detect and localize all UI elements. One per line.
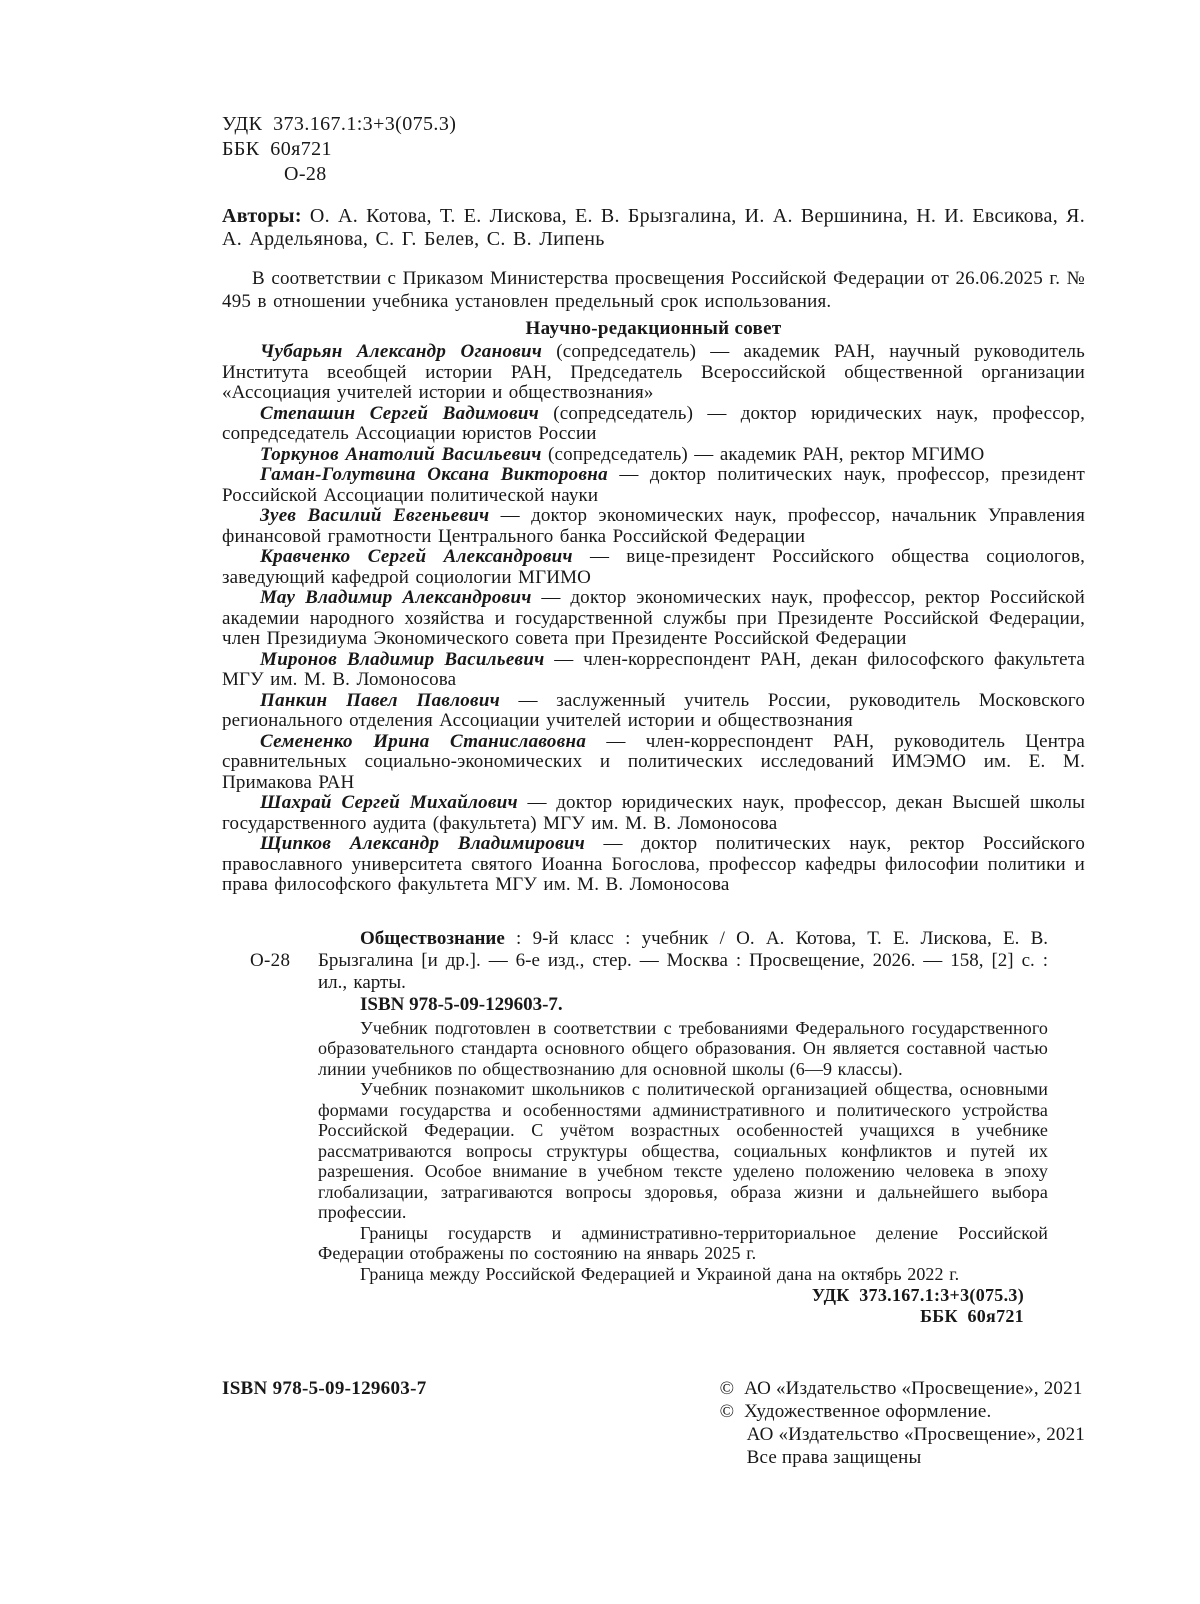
member-desc: — член-корреспондент РАН, руководитель Центра сравнительных социально-экономических и политических исследований ИМЭМО им. Е. М. Примакова РАН	[222, 730, 1085, 793]
copyright-block	[720, 1377, 1085, 1469]
bottom-block	[222, 1377, 1085, 1469]
footer-classification-block	[318, 1285, 1048, 1327]
council-member	[222, 342, 1085, 404]
council-member	[222, 793, 1085, 834]
authors-names: О. А. Котова, Т. Е. Лискова, Е. В. Брызгалина, И. А. Вершинина, Н. И. Евсикова, Я. А. Ардельянова, С. Г. Белев, С. В. Липень	[222, 205, 1085, 250]
council-member	[222, 404, 1085, 445]
copyright-line: © АО «Издательство «Просвещение», 2021	[719, 1378, 1083, 1399]
council-member	[222, 465, 1085, 506]
council-member	[222, 445, 1085, 466]
annotation-paragraph: Граница между Российской Федерацией и Украиной дана на октябрь 2022 г.	[360, 1263, 960, 1284]
member-desc: — вице-президент Российского общества социологов, заведующий кафедрой социологии МГИМО	[222, 546, 1085, 588]
member-name: Панкин Павел Павлович	[260, 689, 500, 711]
council-title: Научно-редакционный совет	[525, 318, 782, 339]
member-desc: (сопредседатель) — академик РАН, ректор МГИМО	[541, 443, 985, 465]
copyright-line: Все права защищены	[746, 1447, 922, 1468]
council-member	[222, 834, 1085, 896]
bib-entry	[318, 928, 1048, 994]
member-desc: — доктор политических наук, ректор Российского православного университета святого Иоанна Богослова, профессор кафедры философии политики и права философского факультета МГУ им. М. В. Ломоносова	[222, 833, 1085, 895]
member-desc: — заслуженный учитель России, руководитель Московского регионального отделения Ассоциации учителей истории и обществознания	[222, 689, 1085, 731]
member-name: Гаман-Голутвина Оксана Викторовна	[260, 464, 608, 485]
isbn-bottom: ISBN 978-5-09-129603-7	[222, 1378, 427, 1399]
udk-footer-code: УДК 373.167.1:3+3(075.3)	[811, 1285, 1024, 1305]
authors-line	[222, 205, 1085, 251]
member-name: Мау Владимир Александрович	[260, 587, 532, 608]
member-desc: — доктор политических наук, профессор, президент Российской Ассоциации политической науки	[222, 464, 1085, 506]
bib-title: Обществознание	[360, 927, 505, 949]
annotation-paragraph: Учебник подготовлен в соответствии с требованиями Федерального государственного образовательного стандарта основного общего образования. Он является составной частью линии учебников по обществознанию для основной школы (6—9 классы).	[318, 1017, 1048, 1079]
cip-block	[250, 927, 1048, 1328]
member-desc: (сопредседатель) — академик РАН, научный руководитель Института всеобщей истории РАН, Председатель Всероссийской общественной организации «Ассоциация учителей истории и обществознания»	[222, 341, 1085, 403]
member-desc: — доктор экономических наук, профессор, начальник Управления финансовой грамотности Центрального банка Российской Федерации	[222, 505, 1086, 547]
udk-code: УДК 373.167.1:3+3(075.3)	[222, 113, 457, 135]
member-desc: (сопредседатель) — доктор юридических наук, профессор, сопредседатель Ассоциации юристов России	[222, 402, 1085, 444]
bbk-footer-code: ББК 60я721	[920, 1306, 1024, 1326]
annotation-paragraph: Учебник познакомит школьников с политической организацией общества, основными формами государства и особенностями административного и политического устройства Российской Федерации. С учётом возрастных особенностей учащихся в учебнике рассматриваются вопросы структуры общества, социальных конфликтов и путей их разрешения. Особое внимание в учебном тексте уделено положению человека в эпоху глобализации, затрагиваются вопросы здоровья, образа жизни и дальнейшего выбора профессии.	[318, 1079, 1048, 1222]
council-member	[222, 506, 1085, 547]
member-name: Семененко Ирина Станиславовна	[260, 730, 587, 752]
council-member	[222, 547, 1085, 588]
member-name: Щипков Александр Владимирович	[260, 833, 586, 854]
copyright-line: © Художественное оформление.	[719, 1401, 992, 1422]
member-name: Кравченко Сергей Александрович	[260, 546, 573, 567]
authors-label: Авторы:	[222, 205, 302, 227]
council-members-list	[222, 342, 1085, 896]
usage-term-note: В соответствии с Приказом Министерства просвещения Российской Федерации от 26.06.2025 г. № 495 в отношении учебника установлен предельный срок использования.	[222, 268, 1085, 312]
member-name: Чубарьян Александр Оганович	[260, 341, 543, 362]
member-desc: — доктор экономических наук, профессор, ректор Российской академии народного хозяйства и государственной службы при Президенте Российской Федерации, член Президиума Экономического совета при Президенте Российской Федерации	[222, 587, 1085, 649]
classification-block	[222, 112, 1085, 187]
member-name: Степашин Сергей Вадимович	[260, 402, 540, 424]
council-member	[222, 732, 1085, 794]
member-name: Шахрай Сергей Михайлович	[260, 792, 518, 813]
member-name: Торкунов Анатолий Васильевич	[260, 443, 542, 465]
annotation-block	[318, 1018, 1048, 1285]
bib-entry-rest: : 9-й класс : учебник / О. А. Котова, Т. Е. Лискова, Е. В. Брызгалина [и др.]. — 6-е изд., стер. — Москва : Просвещение, 2026. — 158, [2] с. : ил., карты.	[318, 927, 1048, 993]
member-name: Зуев Василий Евгеньевич	[260, 505, 490, 526]
bbk-code: ББК 60я721	[222, 138, 332, 160]
member-desc: — член-корреспондент РАН, декан философского факультета МГУ им. М. В. Ломоносова	[222, 648, 1086, 690]
council-member	[222, 650, 1085, 691]
bib-margin-code: О-28	[250, 949, 291, 971]
author-sign-code: О-28	[284, 163, 327, 185]
member-desc: — доктор юридических наук, профессор, декан Высшей школы государственного аудита (факультета) МГУ им. М. В. Ломоносова	[222, 792, 1085, 834]
member-name: Миронов Владимир Васильевич	[260, 648, 545, 670]
copyright-line: АО «Издательство «Просвещение», 2021	[746, 1424, 1085, 1445]
council-member	[222, 691, 1085, 732]
council-member	[222, 588, 1085, 650]
annotation-paragraph: Границы государств и административно-территориальное деление Российской Федерации отображены по состоянию на январь 2025 г.	[318, 1222, 1048, 1263]
bib-isbn: ISBN 978-5-09-129603-7.	[360, 993, 563, 1015]
